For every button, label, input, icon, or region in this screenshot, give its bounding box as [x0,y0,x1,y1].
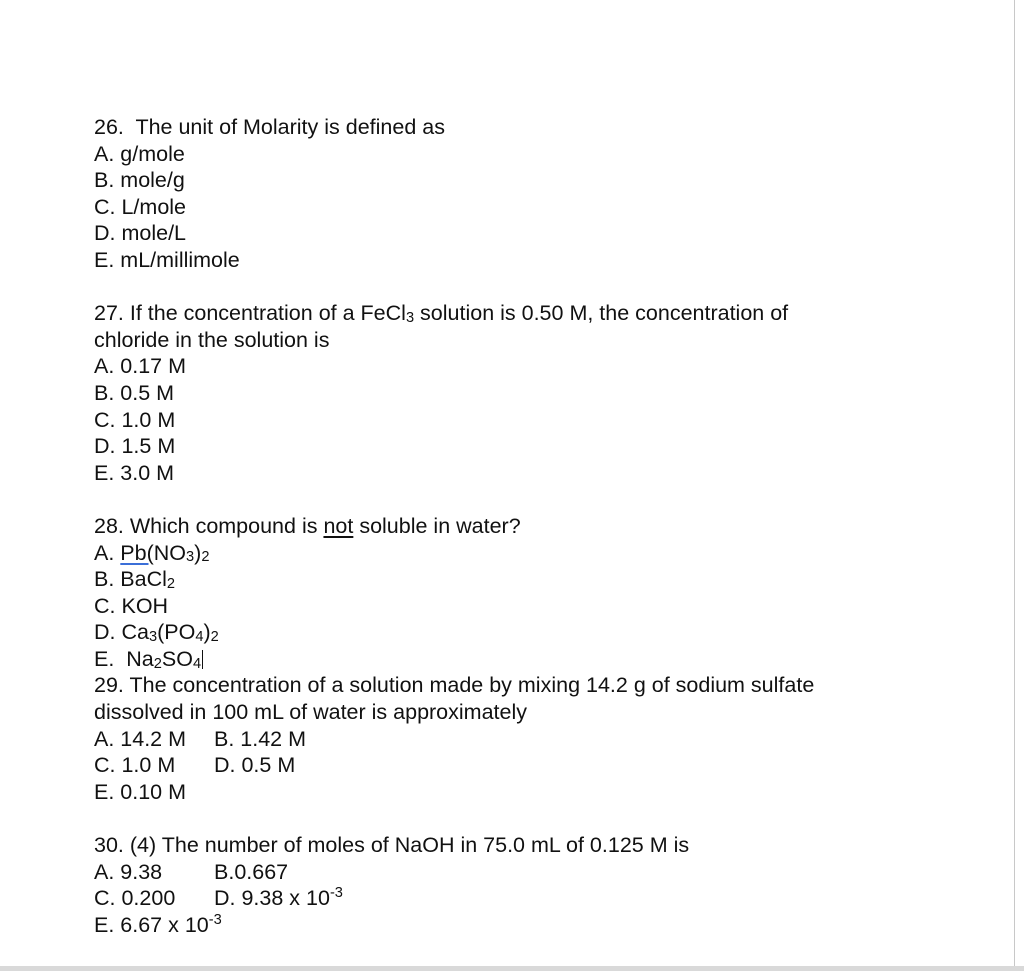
spacer [94,805,994,832]
question-28-option-d-sub3: 2 [210,629,219,646]
question-29-option-c: C. 1.0 M [94,753,176,778]
question-28-option-a-sub1: 3 [186,549,195,566]
question-28-option-e [94,646,994,673]
question-28-option-e-sub1: 2 [153,655,162,672]
question-30-option-d [214,885,343,915]
question-29 [94,672,994,805]
document-body [94,114,994,938]
question-26-option-e: E. mL/millimole [94,247,240,272]
question-30-option-e [94,912,994,939]
question-28-option-a-prefix: A. [94,540,121,565]
question-28-option-a-no: NO [153,540,187,565]
question-30-option-d-base: D. 9.38 x 10 [214,886,330,911]
question-30-options-row1 [94,859,994,886]
question-28-option-d-sub1: 3 [148,629,158,646]
question-30-option-a: A. 9.38 [94,859,163,884]
question-28-option-e-text: E. Na [94,646,154,671]
question-30-option-b: B.0.667 [214,859,289,884]
question-28-stem [94,513,994,540]
question-29-stem: 29. The concentration of a solution made by mixing 14.2 g of sodium sulfate [94,673,815,698]
question-26 [94,114,994,274]
question-28-option-b [94,566,994,593]
question-28-option-d [94,619,994,646]
question-30-option-e-exponent: -3 [208,911,222,928]
question-30 [94,832,994,938]
question-26-option-b: B. mole/g [94,168,185,193]
question-27-option-e: E. 3.0 M [94,460,175,485]
question-29-option-e: E. 0.10 M [94,779,187,804]
question-28-option-d-close: ) [203,620,211,645]
question-28-option-a-close: ) [194,540,202,565]
question-29-option-d: D. 0.5 M [214,753,296,778]
question-28-option-b-sub: 2 [166,575,176,592]
question-26-option-a: A. g/mole [94,141,185,166]
question-28-stem-after: soluble in water? [353,513,521,538]
question-28-option-a [94,540,994,567]
question-27-stem-line2: chloride in the solution is [94,327,330,352]
page-edge-right [1014,0,1015,966]
spacer [94,486,994,513]
question-27-stem [94,300,994,327]
question-27 [94,300,994,486]
question-30-options-row2 [94,885,994,912]
question-28-option-e-mid: SO [161,646,193,671]
page-edge-bottom [0,966,1024,971]
question-27-stem-before: 27. If the concentration of a FeCl [94,301,406,326]
question-27-option-a: A. 0.17 M [94,354,187,379]
question-30-option-e-base: E. 6.67 x 10 [94,912,209,937]
spacer [94,274,994,301]
question-28-stem-before: 28. Which compound is [94,513,324,538]
question-29-options-row1 [94,726,994,753]
question-29-options-row2 [94,752,994,779]
question-29-option-b: B. 1.42 M [214,726,307,751]
question-28-option-e-sub2: 4 [192,655,202,672]
question-27-option-b: B. 0.5 M [94,380,175,405]
question-30-option-d-exponent: -3 [329,885,343,902]
question-28-option-d-mid: (PO [157,620,196,645]
question-27-option-d: D. 1.5 M [94,434,176,459]
question-30-stem: 30. (4) The number of moles of NaOH in 75.0 mL of 0.125 M is [94,833,690,858]
question-26-option-c: C. L/mole [94,194,187,219]
question-26-stem: 26. The unit of Molarity is defined as [94,115,445,139]
question-28-option-d-text: D. Ca [94,620,149,645]
question-27-stem-after: solution is 0.50 M, the concentration of [414,301,789,326]
question-28-option-c: C. KOH [94,593,169,618]
question-27-stem-subscript: 3 [405,309,415,326]
question-28-option-b-text: B. BaCl [94,567,167,592]
question-27-option-c: C. 1.0 M [94,407,176,432]
text-cursor[interactable] [202,650,203,669]
question-28-option-a-spellcheck: Pb( [120,540,154,565]
question-28-option-a-sub2: 2 [201,549,210,566]
question-28 [94,513,994,673]
question-29-stem-line2: dissolved in 100 mL of water is approximately [94,700,527,725]
question-30-option-c: C. 0.200 [94,886,176,911]
question-28-option-d-sub2: 4 [195,629,204,646]
question-28-emphasis-not: not [323,513,354,538]
question-26-option-d: D. mole/L [94,221,187,246]
question-29-option-a: A. 14.2 M [94,726,187,751]
